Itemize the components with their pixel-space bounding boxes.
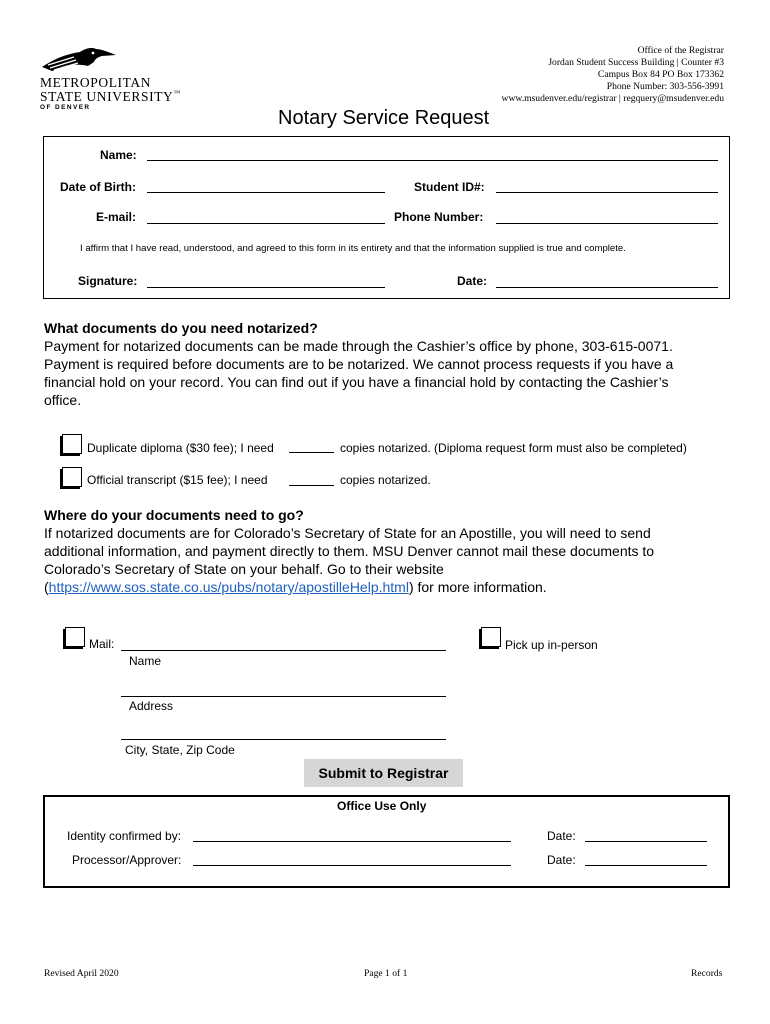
pickup-checkbox[interactable]: [481, 627, 501, 647]
office-date-field[interactable]: [585, 841, 707, 842]
affirmation-text: I affirm that I have read, understood, and agreed to this form in its entirety and that the information supplied is true and complete.: [80, 243, 626, 254]
university-logo: [38, 45, 208, 115]
identity-confirmed-label: Identity confirmed by:: [67, 829, 182, 843]
duplicate-diploma-checkbox[interactable]: [62, 434, 82, 454]
student-id-field[interactable]: [496, 192, 718, 193]
revised-date: Revised April 2020: [44, 968, 119, 979]
date-field[interactable]: [496, 287, 718, 288]
processor-approver-label: Processor/Approver:: [72, 853, 182, 867]
paragraph-line: Colorado’s Secretary of State on your behalf. Go to their website: [44, 561, 444, 577]
logo-line-3: OF DENVER: [40, 104, 91, 111]
duplicate-diploma-suffix: copies notarized. (Diploma request form must also be completed): [340, 441, 687, 455]
contact-line: Phone Number: 303-556-3991: [606, 81, 724, 92]
address-caption: Address: [129, 699, 174, 713]
delivery-paragraph: [44, 524, 744, 596]
roadrunner-logo-icon: [40, 45, 120, 75]
contact-line: Campus Box 84 PO Box 173362: [597, 69, 724, 80]
official-transcript-label: Official transcript ($15 fee); I need: [87, 473, 268, 487]
official-transcript-suffix: copies notarized.: [340, 473, 431, 487]
office-use-title: Office Use Only: [337, 799, 427, 813]
office-date-label: Date:: [547, 829, 576, 843]
office-date-field-2[interactable]: [585, 865, 707, 866]
name-field[interactable]: [147, 160, 718, 161]
name-caption: Name: [129, 654, 162, 668]
identity-confirmed-field[interactable]: [193, 841, 511, 842]
documents-heading: What documents do you need notarized?: [44, 320, 318, 336]
contact-line: Jordan Student Success Building | Counter #3: [548, 57, 724, 68]
transcript-copies-field[interactable]: [289, 485, 334, 486]
paragraph-line: additional information, and payment directly to them. MSU Denver cannot mail these documents to: [44, 543, 655, 559]
link-close-text: ) for more information.: [408, 579, 547, 595]
signature-field[interactable]: [147, 287, 385, 288]
paragraph-line: If notarized documents are for Colorado’s Secretary of State for an Apostille, you will need to send: [44, 525, 651, 541]
mail-name-field[interactable]: [121, 650, 446, 651]
phone-field[interactable]: [496, 223, 718, 224]
email-field[interactable]: [147, 223, 385, 224]
processor-approver-field[interactable]: [193, 865, 511, 866]
official-transcript-checkbox[interactable]: [62, 467, 82, 487]
delivery-heading: Where do your documents need to go?: [44, 507, 304, 523]
dob-field[interactable]: [147, 192, 385, 193]
paragraph-line: financial hold on your record. You can find out if you have a financial hold by contacting the Cashier’s: [44, 374, 669, 390]
link-open-paren: (: [44, 579, 49, 595]
name-label: Name:: [100, 148, 137, 162]
paragraph-line: [44, 578, 744, 596]
duplicate-diploma-label: Duplicate diploma ($30 fee); I need: [87, 441, 274, 455]
city-state-zip-caption: City, State, Zip Code: [125, 743, 235, 757]
registrar-contact: [502, 45, 724, 105]
mail-city-state-zip-field[interactable]: [121, 739, 446, 740]
office-date-label-2: Date:: [547, 853, 576, 867]
logo-line-2-text: STATE UNIVERSITY: [40, 89, 174, 104]
student-id-label: Student ID#:: [414, 180, 485, 194]
diploma-copies-field[interactable]: [289, 452, 334, 453]
contact-line: Office of the Registrar: [637, 45, 724, 56]
logo-line-2: [40, 89, 181, 105]
date-label: Date:: [457, 274, 488, 288]
signature-label: Signature:: [78, 274, 138, 288]
documents-paragraph: [44, 337, 744, 409]
submit-to-registrar-button[interactable]: Submit to Registrar: [304, 759, 463, 787]
pickup-label: Pick up in-person: [505, 638, 598, 652]
phone-label: Phone Number:: [394, 210, 484, 224]
contact-line: www.msudenver.edu/registrar | regquery@msudenver.edu: [501, 93, 724, 104]
paragraph-line: office.: [44, 392, 82, 408]
paragraph-line: Payment is required before documents are to be notarized. We cannot process requests if you have a: [44, 356, 674, 372]
apostille-help-link[interactable]: https://www.sos.state.co.us/pubs/notary/apostilleHelp.html: [48, 579, 409, 595]
records-label: Records: [691, 968, 723, 979]
paragraph-line: Payment for notarized documents can be made through the Cashier’s office by phone, 303-615-0071.: [44, 338, 673, 354]
page-title: Notary Service Request: [278, 107, 490, 129]
mail-label: Mail:: [89, 637, 115, 651]
trademark-mark: ™: [173, 89, 181, 97]
email-label: E-mail:: [96, 210, 137, 224]
mail-checkbox[interactable]: [65, 627, 85, 647]
logo-line-1: METROPOLITAN: [40, 75, 152, 90]
mail-address-field[interactable]: [121, 696, 446, 697]
page-number: Page 1 of 1: [364, 968, 408, 979]
dob-label: Date of Birth:: [60, 180, 136, 194]
